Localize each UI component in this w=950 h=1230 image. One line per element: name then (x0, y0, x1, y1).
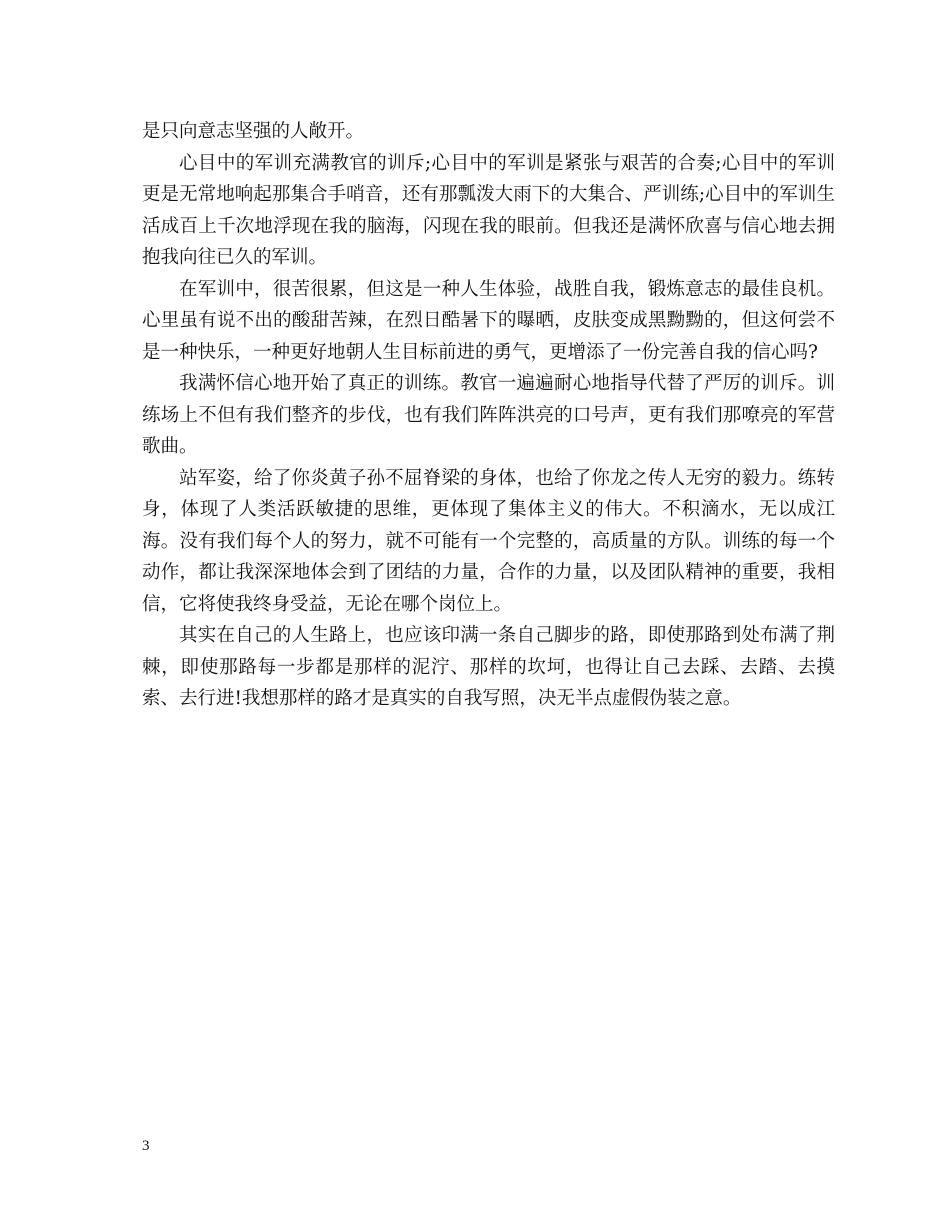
paragraph: 站军姿，给了你炎黄子孙不屈脊梁的身体，也给了你龙之传人无穷的毅力。练转身，体现了人类活跃敏捷的思维，更体现了集体主义的伟大。不积滴水，无以成江海。没有我们每个人的努力，就不可能有一个完整的，高质量的方队。训练的每一个动作，都让我深深地体会到了团结的力量，合作的力量，以及团队精神的重要，我相信，它将使我终身受益，无论在哪个岗位上。 (142, 467, 835, 615)
document-body (142, 116, 835, 715)
paragraph: 在军训中，很苦很累，但这是一种人生体验，战胜自我，锻炼意志的最佳良机。心里虽有说不出的酸甜苦辣，在烈日酷暑下的曝晒，皮肤变成黑黝黝的，但这何尝不是一种快乐，一种更好地朝人生目标前进的勇气，更增添了一份完善自我的信心吗? (142, 278, 835, 363)
paragraph: 其实在自己的人生路上，也应该印满一条自己脚步的路，即使那路到处布满了荆棘，即使那路每一步都是那样的泥泞、那样的坎坷，也得让自己去踩、去踏、去摸索、去行进!我想那样的路才是真实的自我写照，决无半点虚假伪装之意。 (142, 625, 835, 709)
paragraph: 我满怀信心地开始了真正的训练。教官一遍遍耐心地指导代替了严厉的训斥。训练场上不但有我们整齐的步伐，也有我们阵阵洪亮的口号声，更有我们那嘹亮的军营歌曲。 (142, 373, 835, 457)
paragraph: 心目中的军训充满教官的训斥;心目中的军训是紧张与艰苦的合奏;心目中的军训更是无常地响起那集合手哨音，还有那瓢泼大雨下的大集合、严训练;心目中的军训生活成百上千次地浮现在我的脑海，闪现在我的眼前。但我还是满怀欣喜与信心地去拥抱我向往已久的军训。 (142, 152, 835, 268)
paragraph-continuation: 是只向意志坚强的人敞开。 (142, 121, 365, 142)
page-number: 3 (142, 1138, 150, 1154)
